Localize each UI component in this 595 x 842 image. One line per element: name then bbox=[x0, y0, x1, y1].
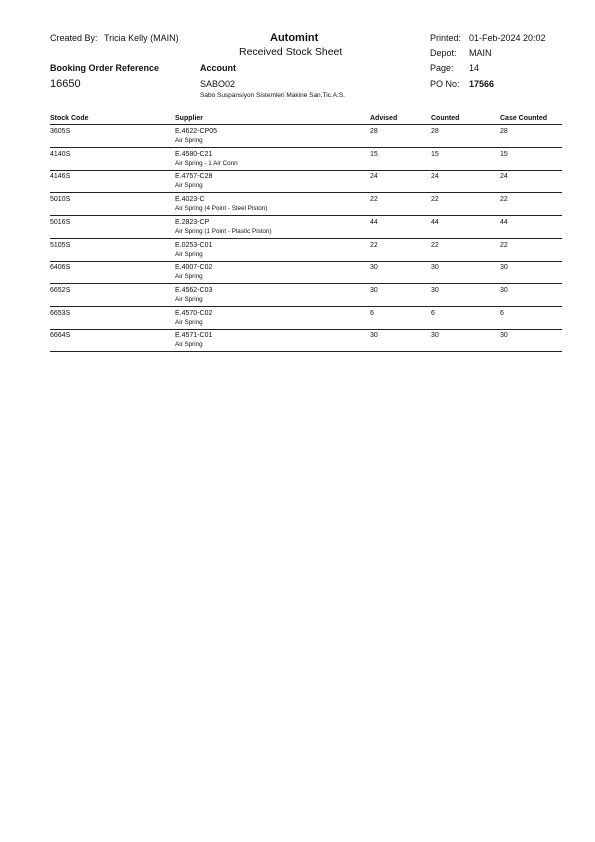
supplier-code: E.4570-C02 bbox=[175, 309, 213, 317]
supplier-code: E.4622-CP05 bbox=[175, 128, 218, 135]
case-counted-qty: 6 bbox=[500, 309, 504, 317]
counted-qty: 44 bbox=[431, 218, 439, 226]
advised-qty: 30 bbox=[370, 332, 378, 340]
col-stock-code: Stock Code bbox=[50, 115, 89, 122]
case-counted-qty: 22 bbox=[500, 196, 508, 204]
advised-qty: 30 bbox=[370, 264, 378, 272]
item-description: Air Spring - 1 Air Conn bbox=[175, 159, 238, 167]
item-description: Air Spring bbox=[175, 273, 203, 281]
booking-ref-label: Booking Order Reference bbox=[50, 63, 160, 73]
item-description: Air Spring bbox=[175, 295, 203, 303]
stock-code: 5016S bbox=[50, 218, 71, 226]
supplier-code: E.4023-C bbox=[175, 196, 205, 204]
item-description: Air Spring bbox=[175, 182, 203, 190]
depot-value: MAIN bbox=[469, 48, 492, 58]
counted-qty: 30 bbox=[431, 286, 439, 294]
depot-label: Depot: bbox=[430, 48, 457, 58]
item-description: Air Spring bbox=[175, 137, 203, 144]
stock-code: 4146S bbox=[50, 173, 71, 181]
stock-code: 5010S bbox=[50, 196, 71, 204]
row-divider bbox=[50, 238, 562, 239]
printed-label: Printed: bbox=[430, 33, 462, 43]
advised-qty: 28 bbox=[370, 128, 378, 135]
row-divider bbox=[50, 351, 562, 352]
printed-value: 01-Feb-2024 20:02 bbox=[469, 33, 546, 43]
stock-code: 6406S bbox=[50, 264, 71, 272]
created-by-label: Created By: bbox=[50, 33, 98, 43]
case-counted-qty: 22 bbox=[500, 241, 508, 249]
col-supplier: Supplier bbox=[175, 115, 204, 122]
stock-code: 4140S bbox=[50, 150, 71, 158]
advised-qty: 6 bbox=[370, 309, 374, 317]
case-counted-qty: 30 bbox=[500, 264, 508, 272]
stock-code: 5105S bbox=[50, 241, 71, 249]
row-divider bbox=[50, 283, 562, 284]
report-title: Received Stock Sheet bbox=[239, 46, 343, 58]
row-divider bbox=[50, 215, 562, 216]
row-divider bbox=[50, 147, 562, 148]
counted-qty: 30 bbox=[431, 264, 439, 272]
counted-qty: 30 bbox=[431, 332, 439, 340]
case-counted-qty: 44 bbox=[500, 218, 508, 226]
counted-qty: 6 bbox=[431, 309, 435, 317]
supplier-code: E.0253-C01 bbox=[175, 241, 213, 249]
company-name: Automint bbox=[270, 32, 319, 44]
row-divider bbox=[50, 192, 562, 193]
row-divider bbox=[50, 261, 562, 262]
advised-qty: 22 bbox=[370, 196, 378, 204]
case-counted-qty: 30 bbox=[500, 332, 508, 340]
stock-code: 3605S bbox=[50, 128, 71, 135]
supplier-code: E.4562-C03 bbox=[175, 286, 213, 294]
advised-qty: 22 bbox=[370, 241, 378, 249]
counted-qty: 22 bbox=[431, 241, 439, 249]
item-description: Air Spring (4 Point - Steel Piston) bbox=[175, 205, 268, 213]
col-case-counted: Case Counted bbox=[500, 115, 548, 122]
case-counted-qty: 24 bbox=[500, 173, 508, 181]
advised-qty: 15 bbox=[370, 150, 378, 158]
row-divider bbox=[50, 329, 562, 330]
po-value: 17566 bbox=[469, 79, 495, 89]
booking-ref-value: 16650 bbox=[50, 78, 81, 90]
row-divider bbox=[50, 306, 562, 307]
account-value: SABO02 bbox=[200, 79, 236, 89]
counted-qty: 22 bbox=[431, 196, 439, 204]
col-counted: Counted bbox=[431, 115, 460, 122]
counted-qty: 15 bbox=[431, 150, 439, 158]
advised-qty: 24 bbox=[370, 173, 378, 181]
account-label: Account bbox=[200, 63, 236, 73]
stock-code: 6652S bbox=[50, 286, 71, 294]
advised-qty: 44 bbox=[370, 218, 378, 226]
page-label: Page: bbox=[430, 63, 454, 73]
row-divider bbox=[50, 170, 562, 171]
item-description: Air Spring bbox=[175, 318, 203, 326]
supplier-code: E.4571-C01 bbox=[175, 332, 213, 340]
item-description: Air Spring (1 Point - Plastic Piston) bbox=[175, 227, 272, 235]
supplier-code: E.4580-C21 bbox=[175, 150, 213, 158]
po-label: PO No: bbox=[430, 79, 460, 89]
stock-code: 6664S bbox=[50, 332, 71, 340]
case-counted-qty: 28 bbox=[500, 128, 508, 135]
account-name: Sabo Suspansiyon Sistemleri Makine San.Tic.A.S. bbox=[200, 92, 345, 99]
supplier-code: E.4007-C02 bbox=[175, 264, 213, 272]
counted-qty: 28 bbox=[431, 128, 439, 135]
case-counted-qty: 15 bbox=[500, 150, 508, 158]
supplier-code: E.2823-CP bbox=[175, 218, 210, 226]
page-value: 14 bbox=[469, 63, 480, 73]
header-rule bbox=[50, 124, 562, 125]
case-counted-qty: 30 bbox=[500, 286, 508, 294]
item-description: Air Spring bbox=[175, 250, 203, 258]
created-by-value: Tricia Kelly (MAIN) bbox=[104, 33, 179, 43]
stock-code: 6653S bbox=[50, 309, 71, 317]
supplier-code: E.4757-C28 bbox=[175, 173, 213, 181]
col-advised: Advised bbox=[370, 115, 398, 122]
advised-qty: 30 bbox=[370, 286, 378, 294]
item-description: Air Spring bbox=[175, 341, 203, 349]
counted-qty: 24 bbox=[431, 173, 439, 181]
